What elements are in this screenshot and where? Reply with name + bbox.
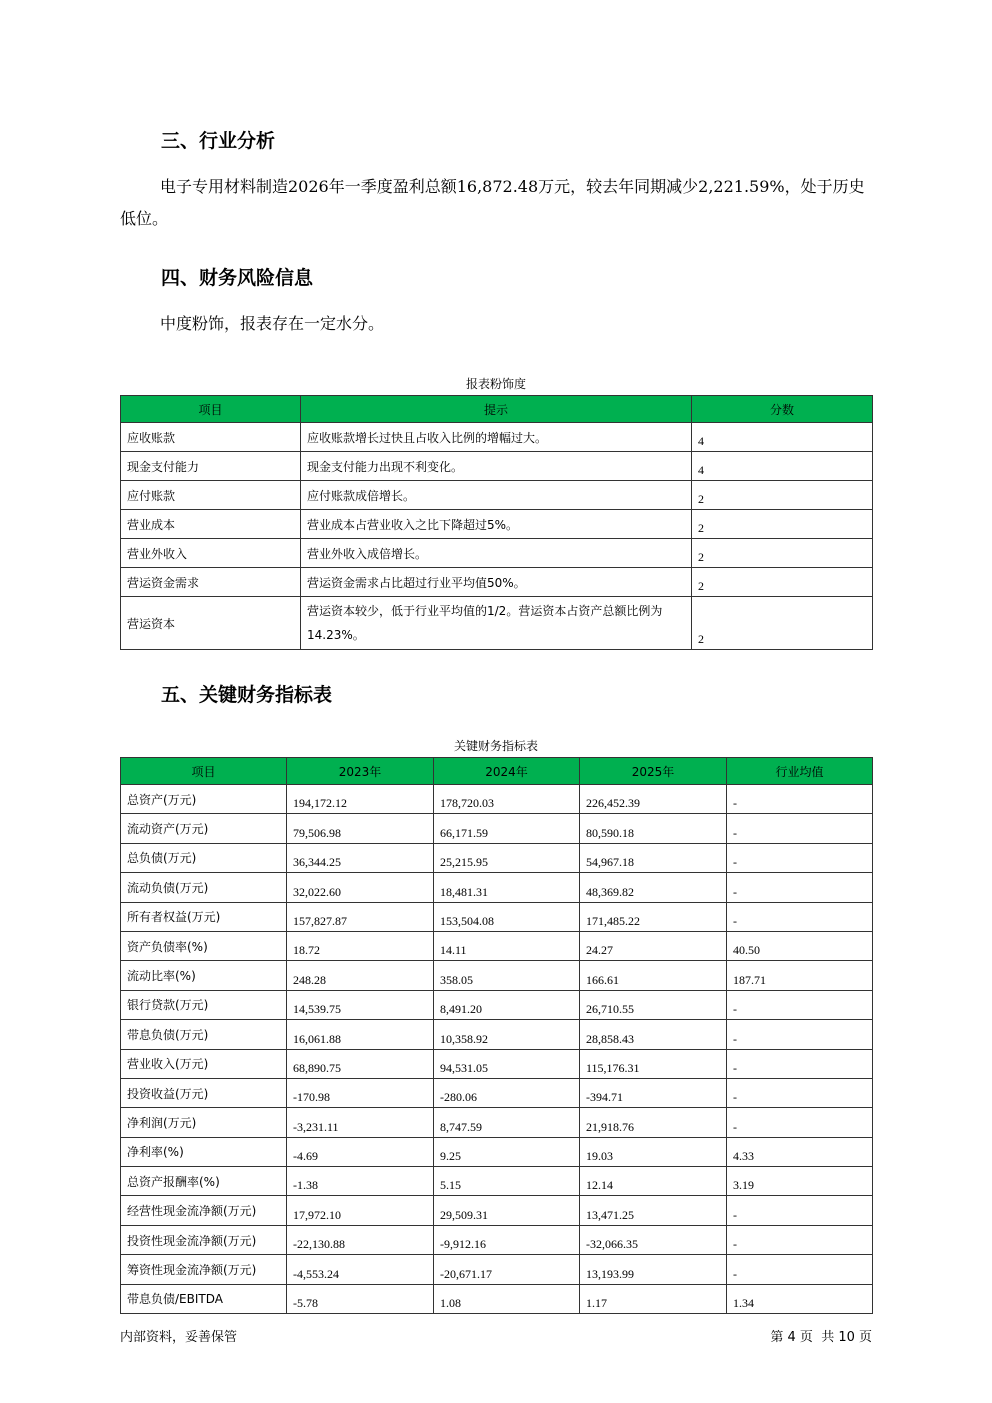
risk-hint-cell: 营运资金需求占比超过行业平均值50%。: [301, 568, 692, 597]
kfi-industry-avg-cell: 40.50: [727, 931, 873, 960]
kfi-2023-cell: 194,172.12: [287, 785, 434, 814]
table-row: [121, 873, 873, 902]
kfi-2023-cell: 32,022.60: [287, 873, 434, 902]
footer-confidential: 内部资料，妥善保管: [120, 1330, 238, 1345]
kfi-2025-cell: -394.71: [580, 1078, 727, 1107]
risk-item-cell: 应收账款: [121, 423, 301, 452]
kfi-2024-cell: 1.08: [434, 1284, 580, 1313]
kfi-industry-avg-cell: -: [727, 1108, 873, 1137]
key-financial-indicators-table: [120, 757, 873, 1314]
kfi-2024-cell: 29,509.31: [434, 1196, 580, 1225]
kfi-industry-avg-cell: -: [727, 785, 873, 814]
kfi-industry-avg-cell: -: [727, 1078, 873, 1107]
table-row: [121, 1078, 873, 1107]
risk-item-cell: 应付账款: [121, 481, 301, 510]
kfi-2025-cell: 12.14: [580, 1167, 727, 1196]
table-row: [121, 1167, 873, 1196]
risk-hint-cell: 应收账款增长过快且占收入比例的增幅过大。: [301, 423, 692, 452]
table-row: [121, 481, 873, 510]
kfi-2024-cell: 18,481.31: [434, 873, 580, 902]
table-row: [121, 1196, 873, 1225]
kfi-2024-cell: -9,912.16: [434, 1225, 580, 1254]
kfi-2025-cell: 1.17: [580, 1284, 727, 1313]
kfi-2023-cell: -4.69: [287, 1137, 434, 1166]
table-row: [121, 568, 873, 597]
risk-score-cell: 2: [692, 568, 873, 597]
section4-heading: 四、财务风险信息: [161, 267, 314, 289]
kfi-item-cell: 带息负债(万元): [121, 1020, 287, 1049]
table-row: [121, 785, 873, 814]
risk-table-caption: 报表粉饰度: [465, 377, 526, 391]
kfi-2023-cell: -22,130.88: [287, 1225, 434, 1254]
risk-score-cell: 2: [692, 481, 873, 510]
kfi-2024-cell: 8,491.20: [434, 990, 580, 1019]
kfi-item-cell: 投资收益(万元): [121, 1078, 287, 1107]
kfi-2023-cell: -1.38: [287, 1167, 434, 1196]
kfi-2025-cell: 28,858.43: [580, 1020, 727, 1049]
table-row: [121, 1225, 873, 1254]
risk-item-cell: 营运资金需求: [121, 568, 301, 597]
kfi-header-2025: 2025年: [580, 758, 727, 785]
table-row: [121, 452, 873, 481]
risk-table-header-row: [121, 396, 873, 423]
kfi-item-cell: 流动负债(万元): [121, 873, 287, 902]
risk-score-cell: 2: [692, 597, 873, 650]
kfi-2023-cell: -3,231.11: [287, 1108, 434, 1137]
kfi-2023-cell: 68,890.75: [287, 1049, 434, 1078]
kfi-item-cell: 资产负债率(%): [121, 931, 287, 960]
risk-hint-cell: 现金支付能力出现不利变化。: [301, 452, 692, 481]
kfi-2025-cell: 21,918.76: [580, 1108, 727, 1137]
kfi-2025-cell: 80,590.18: [580, 814, 727, 843]
kfi-header-industry-avg: 行业均值: [727, 758, 873, 785]
kfi-header-2023: 2023年: [287, 758, 434, 785]
kfi-industry-avg-cell: -: [727, 843, 873, 872]
kfi-item-cell: 总负债(万元): [121, 843, 287, 872]
table-row: [121, 843, 873, 872]
kfi-industry-avg-cell: -: [727, 814, 873, 843]
table-row: [121, 1049, 873, 1078]
kfi-industry-avg-cell: -: [727, 873, 873, 902]
kfi-industry-avg-cell: -: [727, 1196, 873, 1225]
kfi-item-cell: 净利润(万元): [121, 1108, 287, 1137]
risk-score-cell: 4: [692, 452, 873, 481]
section3-text: 电子专用材料制造2026年一季度盈利总额16,872.48万元，较去年同期减少2,221.59%，处于历史低位。: [120, 177, 865, 228]
risk-item-cell: 现金支付能力: [121, 452, 301, 481]
risk-score-cell: 4: [692, 423, 873, 452]
footer-page-number: 第 4 页 共 10 页: [770, 1330, 872, 1345]
kfi-industry-avg-cell: 4.33: [727, 1137, 873, 1166]
kfi-2025-cell: 171,485.22: [580, 902, 727, 931]
kfi-2024-cell: 66,171.59: [434, 814, 580, 843]
kfi-2025-cell: 19.03: [580, 1137, 727, 1166]
kfi-2023-cell: 79,506.98: [287, 814, 434, 843]
table-row: [121, 1137, 873, 1166]
kfi-2025-cell: 13,193.99: [580, 1255, 727, 1284]
kfi-2024-cell: -280.06: [434, 1078, 580, 1107]
kfi-2023-cell: 17,972.10: [287, 1196, 434, 1225]
section3-heading: 三、行业分析: [161, 130, 276, 152]
kfi-2024-cell: 10,358.92: [434, 1020, 580, 1049]
kfi-industry-avg-cell: 3.19: [727, 1167, 873, 1196]
kfi-table-header-row: [121, 758, 873, 785]
section4-text: 中度粉饰，报表存在一定水分。: [160, 314, 385, 333]
kfi-industry-avg-cell: 187.71: [727, 961, 873, 990]
kfi-2024-cell: 358.05: [434, 961, 580, 990]
kfi-2025-cell: -32,066.35: [580, 1225, 727, 1254]
kfi-2023-cell: 14,539.75: [287, 990, 434, 1019]
table-row: [121, 1284, 873, 1313]
kfi-item-cell: 总资产(万元): [121, 785, 287, 814]
kfi-item-cell: 所有者权益(万元): [121, 902, 287, 931]
risk-item-cell: 营业成本: [121, 510, 301, 539]
kfi-industry-avg-cell: -: [727, 990, 873, 1019]
kfi-industry-avg-cell: -: [727, 1020, 873, 1049]
kfi-item-cell: 流动资产(万元): [121, 814, 287, 843]
kfi-2024-cell: 8,747.59: [434, 1108, 580, 1137]
kfi-2023-cell: -5.78: [287, 1284, 434, 1313]
kfi-2025-cell: 24.27: [580, 931, 727, 960]
risk-header-hint: 提示: [301, 396, 692, 423]
kfi-item-cell: 总资产报酬率(%): [121, 1167, 287, 1196]
kfi-2024-cell: 5.15: [434, 1167, 580, 1196]
kfi-industry-avg-cell: -: [727, 1049, 873, 1078]
kfi-2024-cell: 9.25: [434, 1137, 580, 1166]
kfi-2024-cell: 14.11: [434, 931, 580, 960]
kfi-2024-cell: 94,531.05: [434, 1049, 580, 1078]
risk-item-cell: 营业外收入: [121, 539, 301, 568]
kfi-2023-cell: 18.72: [287, 931, 434, 960]
risk-header-score: 分数: [692, 396, 873, 423]
table-row: [121, 814, 873, 843]
kfi-2023-cell: -4,553.24: [287, 1255, 434, 1284]
kfi-item-cell: 银行贷款(万元): [121, 990, 287, 1019]
kfi-2025-cell: 166.61: [580, 961, 727, 990]
table-row: [121, 539, 873, 568]
kfi-header-item: 项目: [121, 758, 287, 785]
kfi-header-2024: 2024年: [434, 758, 580, 785]
kfi-item-cell: 投资性现金流净额(万元): [121, 1225, 287, 1254]
risk-item-cell: 营运资本: [121, 597, 301, 650]
kfi-item-cell: 净利率(%): [121, 1137, 287, 1166]
kfi-industry-avg-cell: -: [727, 1255, 873, 1284]
risk-header-item: 项目: [121, 396, 301, 423]
kfi-2023-cell: 16,061.88: [287, 1020, 434, 1049]
kfi-item-cell: 筹资性现金流净额(万元): [121, 1255, 287, 1284]
kfi-industry-avg-cell: -: [727, 1225, 873, 1254]
table-row: [121, 931, 873, 960]
table-row: [121, 902, 873, 931]
kfi-2025-cell: 54,967.18: [580, 843, 727, 872]
kfi-2024-cell: 178,720.03: [434, 785, 580, 814]
risk-hint-cell: 营运资本较少，低于行业平均值的1/2。营运资本占资产总额比例为14.23%。: [301, 597, 692, 650]
kfi-table-caption: 关键财务指标表: [453, 739, 538, 753]
section5-heading: 五、关键财务指标表: [161, 684, 333, 706]
kfi-2025-cell: 26,710.55: [580, 990, 727, 1019]
kfi-2023-cell: -170.98: [287, 1078, 434, 1107]
risk-score-cell: 2: [692, 510, 873, 539]
kfi-2025-cell: 13,471.25: [580, 1196, 727, 1225]
table-row: [121, 423, 873, 452]
risk-score-cell: 2: [692, 539, 873, 568]
kfi-2025-cell: 48,369.82: [580, 873, 727, 902]
kfi-industry-avg-cell: -: [727, 902, 873, 931]
kfi-2023-cell: 248.28: [287, 961, 434, 990]
kfi-item-cell: 经营性现金流净额(万元): [121, 1196, 287, 1225]
table-row: [121, 510, 873, 539]
table-row: [121, 961, 873, 990]
table-row: [121, 1108, 873, 1137]
kfi-2024-cell: 153,504.08: [434, 902, 580, 931]
kfi-2024-cell: 25,215.95: [434, 843, 580, 872]
kfi-item-cell: 营业收入(万元): [121, 1049, 287, 1078]
kfi-2023-cell: 157,827.87: [287, 902, 434, 931]
risk-hint-cell: 应付账款成倍增长。: [301, 481, 692, 510]
kfi-item-cell: 带息负债/EBITDA: [121, 1284, 287, 1313]
table-row: [121, 1255, 873, 1284]
kfi-industry-avg-cell: 1.34: [727, 1284, 873, 1313]
risk-hint-cell: 营业成本占营业收入之比下降超过5%。: [301, 510, 692, 539]
kfi-2023-cell: 36,344.25: [287, 843, 434, 872]
kfi-2025-cell: 226,452.39: [580, 785, 727, 814]
kfi-2025-cell: 115,176.31: [580, 1049, 727, 1078]
risk-hint-cell: 营业外收入成倍增长。: [301, 539, 692, 568]
risk-table: [120, 395, 873, 650]
kfi-item-cell: 流动比率(%): [121, 961, 287, 990]
table-row: [121, 990, 873, 1019]
table-row: [121, 1020, 873, 1049]
kfi-2024-cell: -20,671.17: [434, 1255, 580, 1284]
table-row: [121, 597, 873, 650]
